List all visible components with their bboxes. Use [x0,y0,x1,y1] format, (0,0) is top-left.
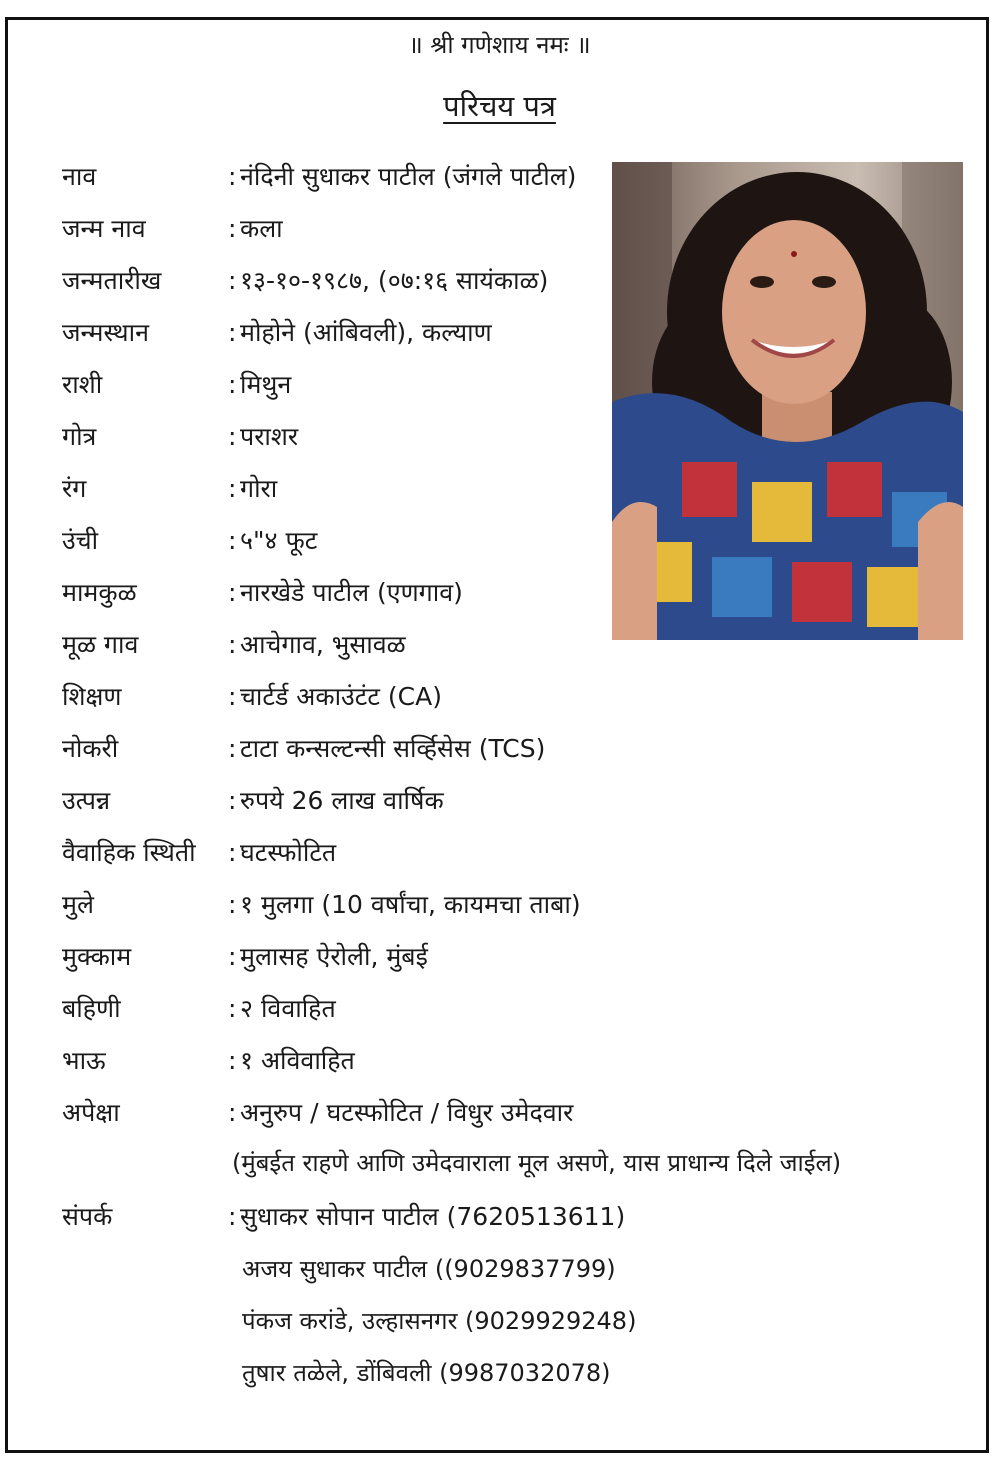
colon: : [228,994,237,1023]
field-label: राशी [62,370,103,399]
colon: : [228,214,237,243]
field-label: भाऊ [62,1046,106,1075]
contact-primary: सुधाकर सोपान पाटील (7620513611) [240,1202,626,1231]
field-value: नंदिनी सुधाकर पाटील (जंगले पाटील) [240,162,577,191]
field-label: नोकरी [62,734,119,763]
contact-entry: पंकज करांडे, उल्हासनगर (9029929248) [242,1307,637,1335]
field-value: नारखेडे पाटील (एणगाव) [240,578,463,607]
field-label: मुले [62,890,94,919]
profile-photo [612,162,963,640]
field-value: घटस्फोटित [240,838,337,867]
colon: : [228,630,237,659]
field-label: जन्मतारीख [62,266,162,295]
colon: : [228,162,237,191]
field-label: रंग [62,474,87,503]
colon: : [228,942,237,971]
colon: : [228,1046,237,1075]
field-value: रुपये 26 लाख वार्षिक [240,786,444,815]
colon: : [228,474,237,503]
field-label: मूळ गाव [62,630,139,659]
field-label: शिक्षण [62,682,122,711]
colon: : [228,266,237,295]
field-label: बहिणी [62,994,121,1023]
field-value: मोहोने (आंबिवली), कल्याण [240,318,492,347]
colon: : [228,838,237,867]
field-label: मामकुळ [62,578,137,607]
field-label: उत्पन्न [62,786,111,815]
field-label: नाव [62,162,97,191]
field-value: पराशर [240,422,299,451]
field-value: ५"४ फूट [240,526,318,555]
colon: : [228,422,237,451]
field-label: अपेक्षा [62,1098,120,1127]
field-label: वैवाहिक स्थिती [62,838,196,867]
field-value: १ मुलगा (10 वर्षांचा, कायमचा ताबा) [240,890,581,919]
page-title-text: परिचय पत्र [443,89,556,123]
colon: : [228,786,237,815]
colon: : [228,578,237,607]
colon: : [228,526,237,555]
field-label: जन्मस्थान [62,318,150,347]
colon: : [228,318,237,347]
contact-entry: अजय सुधाकर पाटील ((9029837799) [242,1255,616,1283]
field-label: मुक्काम [62,942,132,971]
field-value: १ अविवाहित [240,1046,355,1075]
colon: : [228,734,237,763]
field-label: जन्म नाव [62,214,146,243]
field-value: अनुरुप / घटस्फोटित / विधुर उमेदवार [240,1098,574,1127]
field-value: मिथुन [240,370,292,399]
colon: : [228,890,237,919]
expectation-note: (मुंबईत राहणे आणि उमेदवाराला मूल असणे, यास प्राधान्य दिले जाईल) [232,1149,842,1177]
field-label: संपर्क [62,1202,113,1231]
field-value: १३-१०-१९८७, (०७:१६ सायंकाळ) [240,266,549,295]
field-value: २ विवाहित [240,994,336,1023]
colon: : [228,1098,237,1127]
field-label: गोत्र [62,422,97,451]
field-value: चार्टर्ड अकाउंटंट (CA) [240,682,442,711]
contact-entry: तुषार तळेले, डोंबिवली (9987032078) [242,1359,611,1387]
field-value: कला [240,214,283,243]
invocation-heading: ॥ श्री गणेशाय नमः ॥ [408,31,591,59]
field-value: आचेगाव, भुसावळ [240,630,406,659]
field-value: गोरा [240,474,278,503]
colon: : [228,682,237,711]
field-label: उंची [62,526,99,555]
colon: : [228,370,237,399]
field-value: मुलासह ऐरोली, मुंबई [240,942,428,971]
page-title [0,86,999,125]
field-value: टाटा कन्सल्टन्सी सर्व्हिसेस (TCS) [240,734,546,763]
colon: : [228,1202,237,1231]
